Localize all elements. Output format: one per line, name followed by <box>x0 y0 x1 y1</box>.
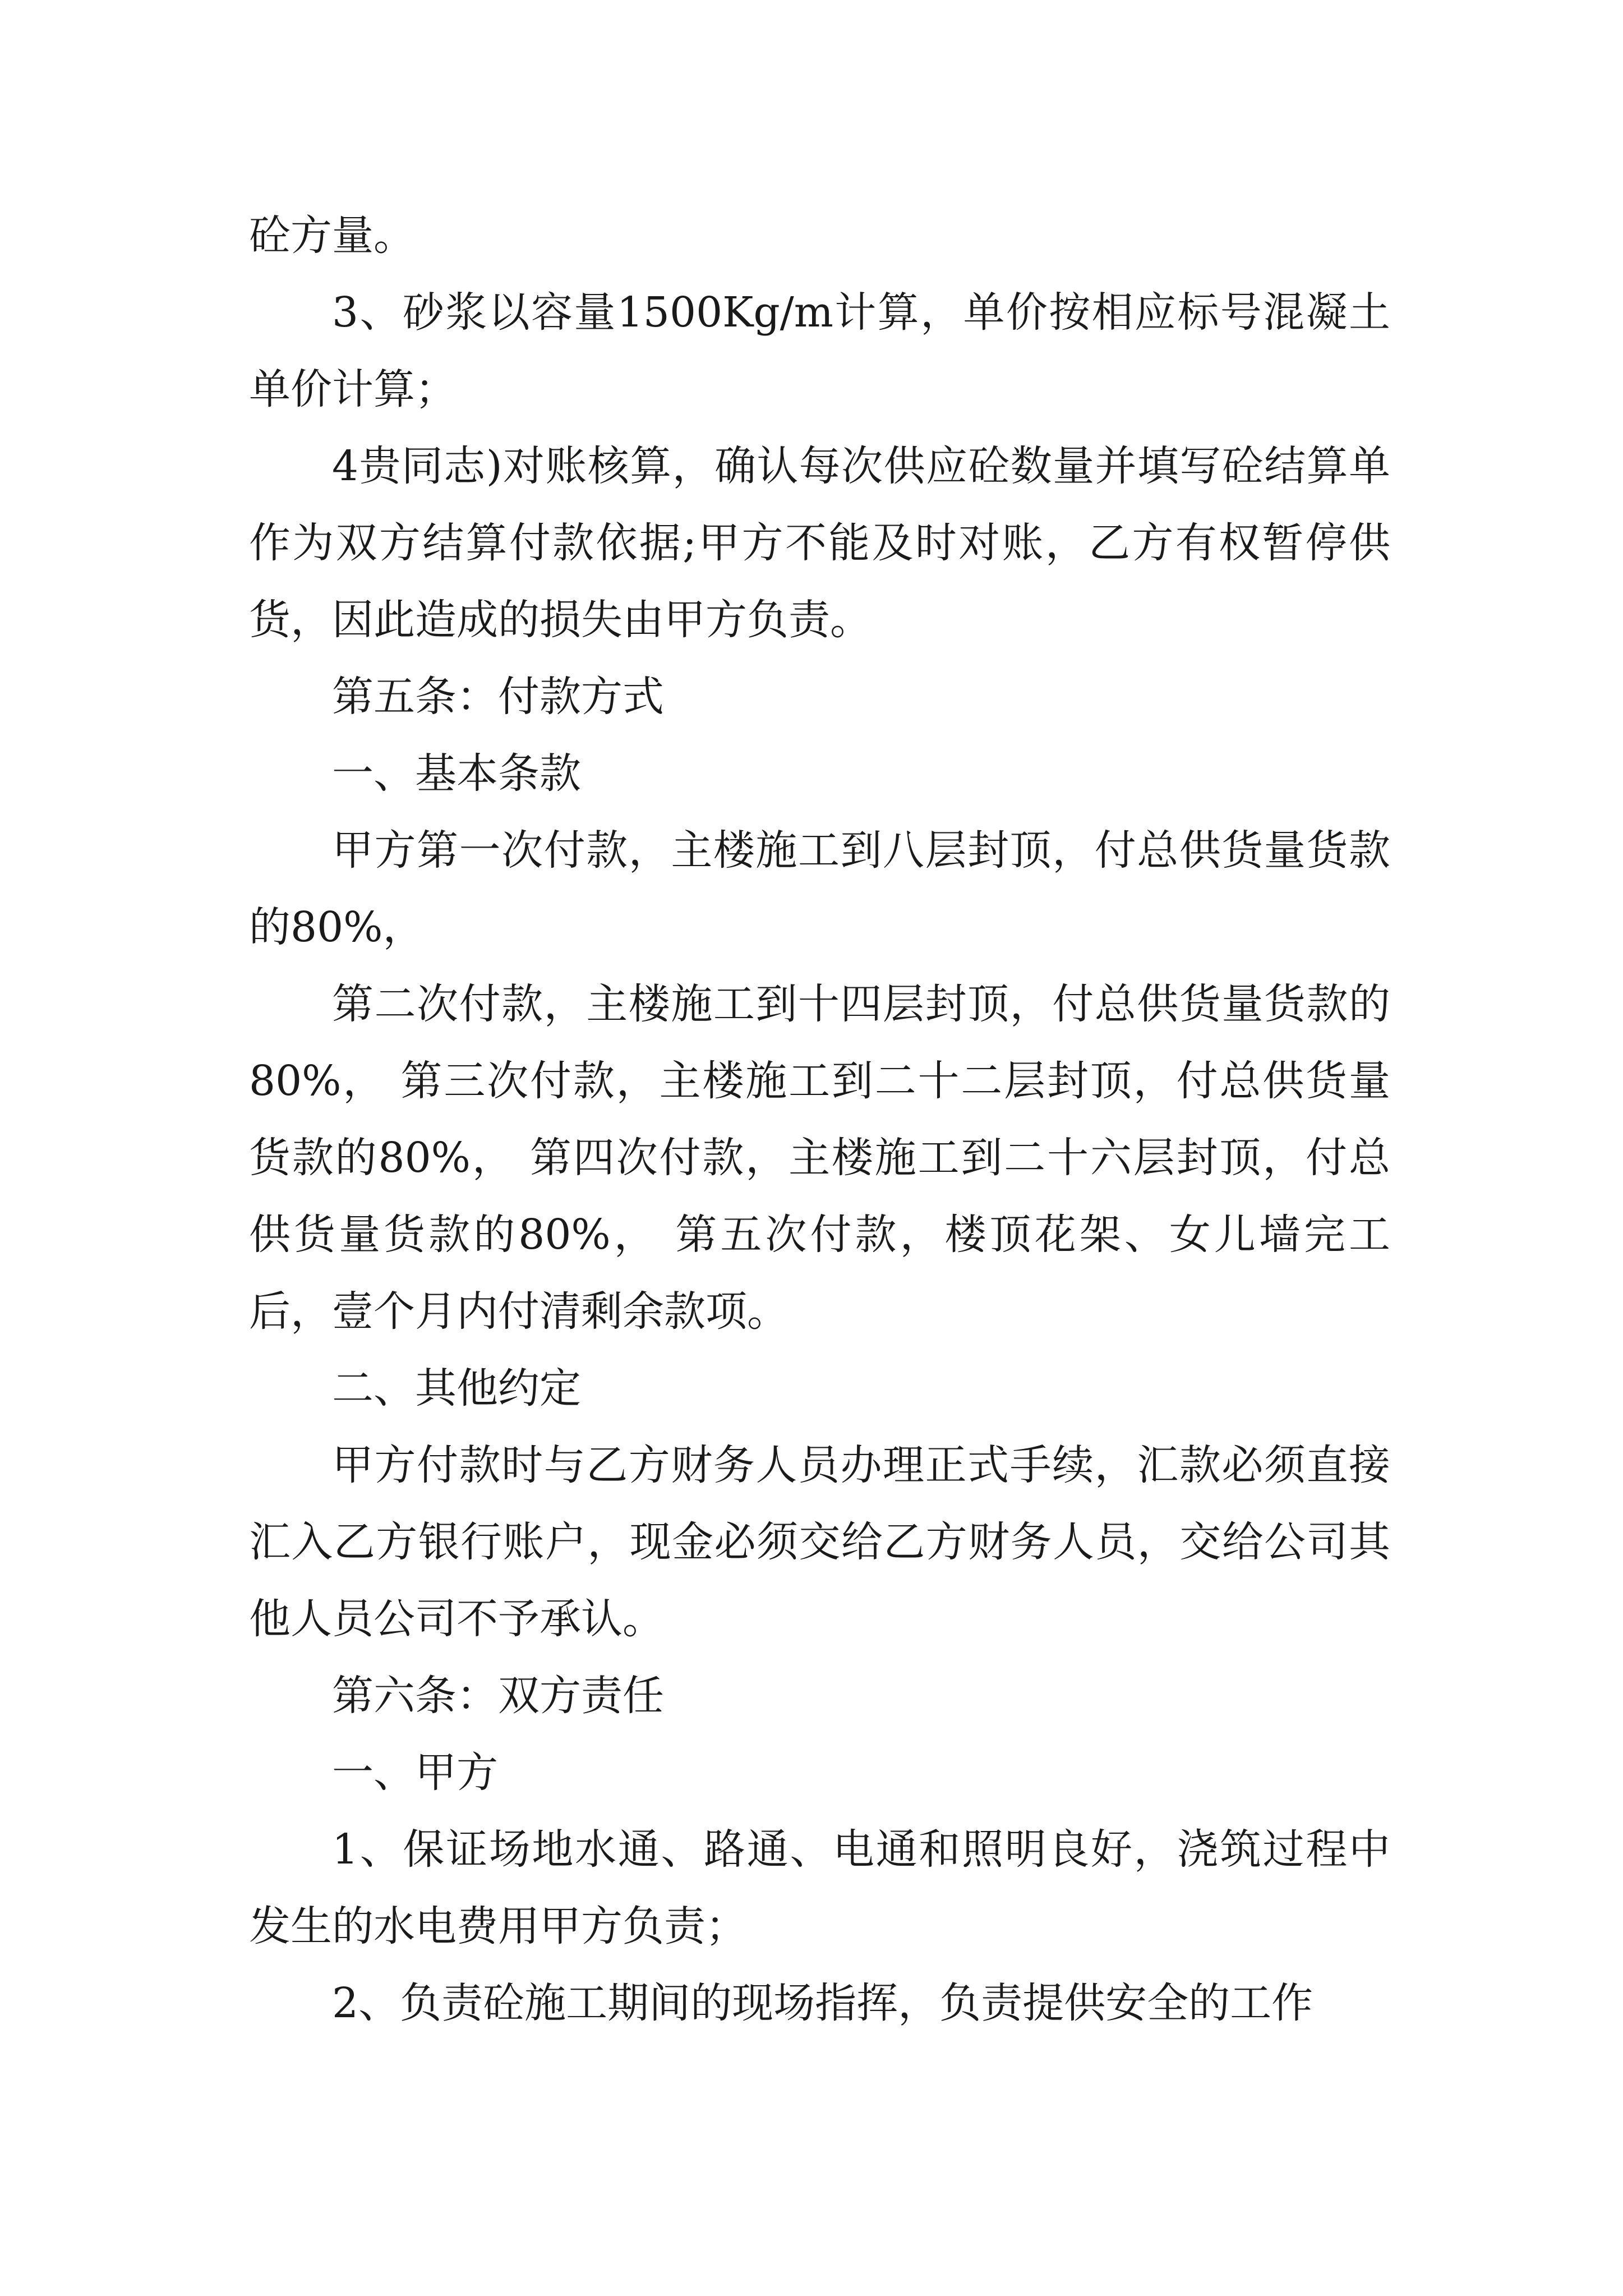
paragraph: 甲方付款时与乙方财务人员办理正式手续，汇款必须直接汇入乙方银行账户，现金必须交给乙方财务人员，交给公司其他人员公司不予承认。 <box>249 1441 1390 1643</box>
section-heading: 第六条：双方责任 <box>332 1672 664 1720</box>
paragraph: 1、保证场地水通、路通、电通和照明良好，浇筑过程中发生的水电费用甲方负责； <box>249 1825 1390 1950</box>
paragraph: 砼方量。 <box>249 211 415 260</box>
paragraph: 甲方第一次付款，主楼施工到八层封顶，付总供货量货款的80%， <box>249 826 1390 951</box>
subsection-heading: 一、甲方 <box>332 1749 498 1797</box>
paragraph: 2、负责砼施工期间的现场指挥，负责提供安全的工作 <box>332 1979 1313 2027</box>
subsection-heading: 一、基本条款 <box>332 749 581 798</box>
subsection-heading: 二、其他约定 <box>332 1364 581 1412</box>
document-body <box>249 197 1390 2042</box>
paragraph: 第二次付款，主楼施工到十四层封顶，付总供货量货款的80%， 第三次付款，主楼施工到二十二层封顶，付总供货量货款的80%， 第四次付款，主楼施工到二十六层封顶，付总供货量货款的80%， 第五次付款，楼顶花架、女儿墙完工后，壹个月内付清剩余款项。 <box>249 980 1390 1336</box>
section-heading: 第五条：付款方式 <box>332 673 664 721</box>
paragraph: 3、砂浆以容量1500Kg/m计算，单价按相应标号混凝土单价计算； <box>249 288 1390 413</box>
paragraph: 4贵同志)对账核算，确认每次供应砼数量并填写砼结算单作为双方结算付款依据;甲方不能及时对账，乙方有权暂停供货，因此造成的损失由甲方负责。 <box>249 442 1390 644</box>
